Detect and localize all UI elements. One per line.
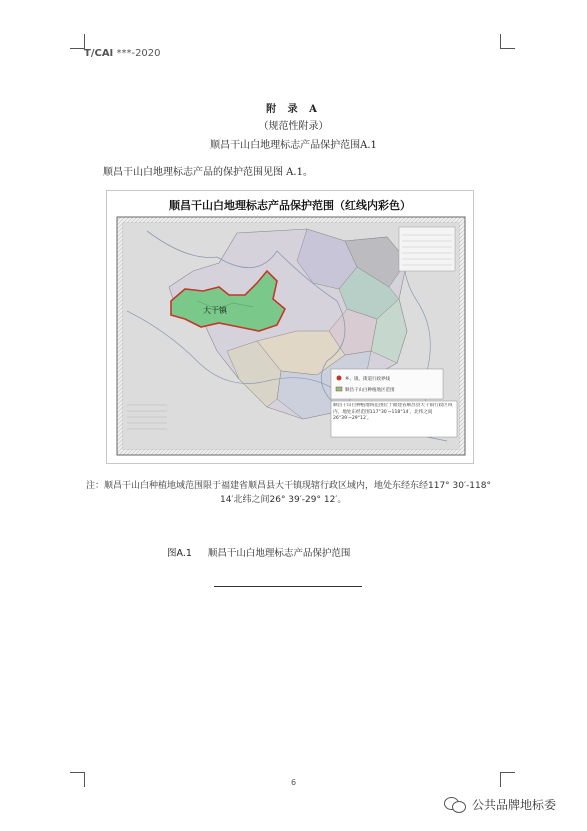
figure-note: 注：顺昌干山白种植地域范围限于福建省顺昌县大干镇现辖行政区域内，地处东经东经117° 30′-118° 14′北纬之间26° 39′-29° 12′。 xyxy=(86,481,491,505)
wechat-icon xyxy=(444,797,466,813)
end-of-annex-rule xyxy=(214,586,362,587)
svg-text:乡、镇、街道行政界线: 乡、镇、街道行政界线 xyxy=(345,377,390,382)
watermark: 公共品牌地标委 xyxy=(444,796,556,813)
annex-title: 附 录 A xyxy=(266,104,321,115)
map-legend xyxy=(331,369,443,399)
figure-caption: 图A.1 顺昌干山白地理标志产品保护范围 xyxy=(167,548,351,559)
legend-boundary-swatch xyxy=(337,376,342,381)
annex-type: （规范性附录） xyxy=(258,121,329,132)
document-code: T/CAI ***-2020 xyxy=(84,48,161,59)
protection-range-map xyxy=(106,190,474,464)
legend-area-swatch xyxy=(336,387,342,391)
annex-heading: 顺昌干山白地理标志产品保护范围A.1 xyxy=(210,140,377,151)
page-number: 6 xyxy=(290,778,297,787)
crop-mark-top-right xyxy=(500,34,515,49)
map-image xyxy=(107,191,473,463)
svg-text:顺昌干山白种植地区范围: 顺昌干山白种植地区范围 xyxy=(345,388,395,393)
map-description: 顺昌干山白种植地域范围位于福建省顺昌县大干镇行政区域内，地处东经范围117°30′~118°14′，北纬之间26°39′~29°12′。 xyxy=(333,403,453,421)
intro-paragraph: 顺昌干山白地理标志产品的保护范围见图 A.1。 xyxy=(103,167,313,178)
region-label: 大干镇 xyxy=(203,306,227,315)
crop-mark-top-left xyxy=(70,34,85,49)
map-title: 顺昌干山白地理标志产品保护范围（红线内彩色） xyxy=(169,199,411,212)
